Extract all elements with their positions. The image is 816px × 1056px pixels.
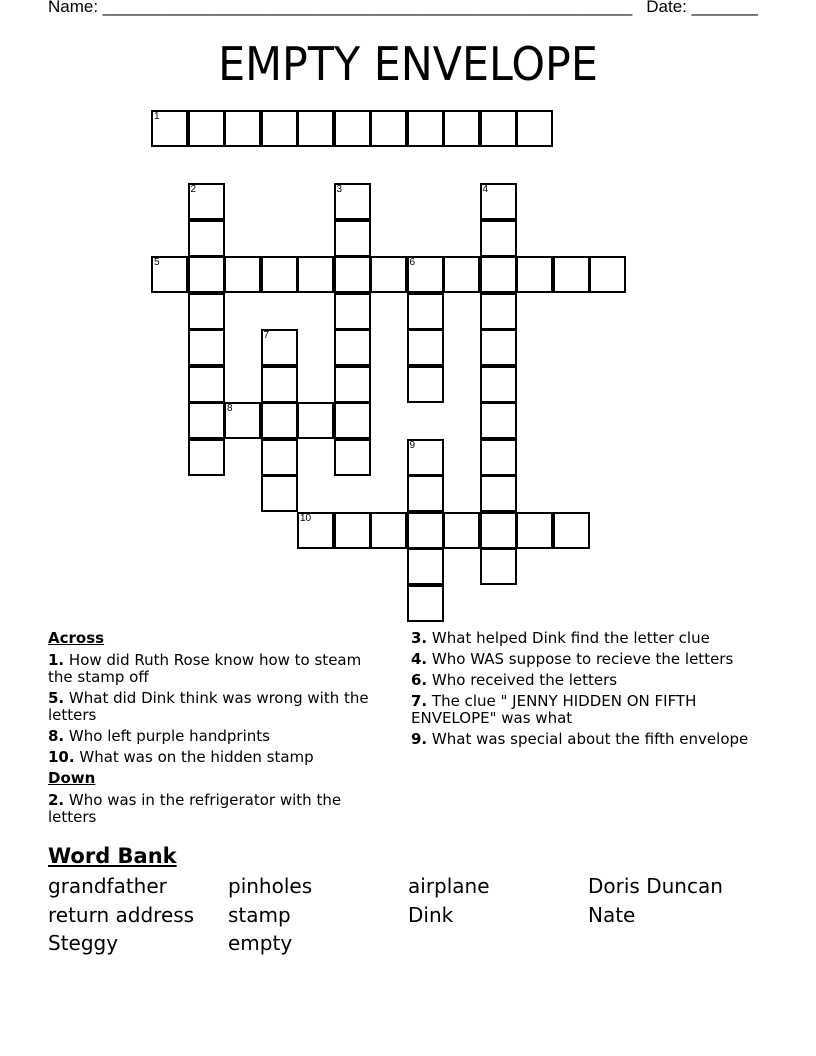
- crossword-cell[interactable]: [480, 293, 517, 330]
- crossword-cell[interactable]: [553, 256, 590, 293]
- crossword-cell[interactable]: [334, 256, 371, 293]
- crossword-cell[interactable]: [188, 220, 225, 257]
- clue-number: 10: [300, 512, 312, 524]
- crossword-cell[interactable]: [297, 512, 334, 549]
- word-bank-item: stamp: [228, 903, 291, 927]
- crossword-cell[interactable]: [188, 439, 225, 476]
- crossword-cell[interactable]: [407, 475, 444, 512]
- crossword-cell[interactable]: [407, 548, 444, 585]
- word-bank-item: airplane: [408, 874, 490, 898]
- crossword-cell[interactable]: [151, 256, 188, 293]
- crossword-cell[interactable]: [407, 512, 444, 549]
- crossword-cell[interactable]: [224, 110, 261, 147]
- crossword-cell[interactable]: [407, 293, 444, 330]
- crossword-cell[interactable]: [188, 110, 225, 147]
- clues-left-column: [48, 630, 388, 830]
- crossword-cell[interactable]: [334, 512, 371, 549]
- clues-right-column: [411, 630, 751, 752]
- clue-number: 2: [190, 184, 197, 195]
- crossword-cell[interactable]: [188, 293, 225, 330]
- crossword-cell[interactable]: [261, 366, 298, 403]
- crossword-cell[interactable]: [261, 256, 298, 293]
- word-bank-item: Dink: [408, 903, 454, 927]
- crossword-cell[interactable]: [443, 110, 480, 147]
- crossword-cell[interactable]: [407, 366, 444, 403]
- crossword-cell[interactable]: [443, 256, 480, 293]
- crossword-cell[interactable]: [553, 512, 590, 549]
- crossword-cell[interactable]: [516, 256, 553, 293]
- crossword-cell[interactable]: [261, 329, 298, 366]
- crossword-cell[interactable]: [297, 402, 334, 439]
- crossword-cell[interactable]: [480, 475, 517, 512]
- crossword-cell[interactable]: [334, 110, 371, 147]
- down-heading: Down: [48, 769, 96, 787]
- crossword-cell[interactable]: [480, 220, 517, 257]
- crossword-cell[interactable]: [297, 256, 334, 293]
- crossword-cell[interactable]: [407, 585, 444, 622]
- clue-across-8: 8. Who left purple handprints: [48, 727, 270, 745]
- clue-number: 3: [336, 184, 343, 195]
- crossword-cell[interactable]: [188, 366, 225, 403]
- crossword-cell[interactable]: [480, 366, 517, 403]
- clue-down-6: 6. Who received the letters: [411, 671, 618, 689]
- crossword-cell[interactable]: [151, 110, 188, 147]
- clue-number: 4: [482, 184, 489, 195]
- clue-down-7: 7. The clue " JENNY HIDDEN ON FIFTH ENVELOPE" was what: [411, 692, 697, 727]
- crossword-cell[interactable]: [407, 256, 444, 293]
- crossword-cell[interactable]: [261, 402, 298, 439]
- crossword-cell[interactable]: [480, 183, 517, 220]
- crossword-cell[interactable]: [188, 183, 225, 220]
- word-bank-item: pinholes: [228, 874, 313, 898]
- name-field[interactable]: Name: ________________________________________________________: [48, 0, 633, 16]
- clue-down-3: 3. What helped Dink find the letter clue: [411, 629, 710, 647]
- crossword-cell[interactable]: [516, 110, 553, 147]
- crossword-cell[interactable]: [407, 110, 444, 147]
- page-title: EMPTY ENVELOPE: [218, 37, 598, 91]
- clue-number: 8: [227, 403, 233, 414]
- clue-across-5: 5. What did Dink think was wrong with the letters: [48, 689, 369, 724]
- crossword-cell[interactable]: [480, 256, 517, 293]
- crossword-cell[interactable]: [224, 402, 261, 439]
- word-bank-title: Word Bank: [48, 844, 177, 868]
- word-bank-item: Nate: [588, 903, 636, 927]
- crossword-cell[interactable]: [480, 402, 517, 439]
- crossword-cell[interactable]: [224, 256, 261, 293]
- crossword-cell[interactable]: [370, 110, 407, 147]
- clue-number: 1: [154, 111, 160, 122]
- crossword-cell[interactable]: [370, 256, 407, 293]
- crossword-cell[interactable]: [443, 512, 480, 549]
- crossword-cell[interactable]: [480, 548, 517, 585]
- clue-number: 5: [154, 257, 160, 268]
- crossword-cell[interactable]: [334, 329, 371, 366]
- crossword-cell[interactable]: [334, 439, 371, 476]
- clue-down-9: 9. What was special about the fifth envelope: [411, 730, 749, 748]
- clue-number: 7: [263, 330, 270, 341]
- crossword-cell[interactable]: [334, 366, 371, 403]
- clue-across-1: 1. How did Ruth Rose know how to steam the stamp off: [48, 651, 362, 686]
- clue-across-10: 10. What was on the hidden stamp: [48, 748, 314, 766]
- crossword-cell[interactable]: [407, 439, 444, 476]
- clue-number: 9: [409, 439, 416, 451]
- clue-number: 6: [409, 257, 416, 268]
- crossword-cell[interactable]: [589, 256, 626, 293]
- date-field[interactable]: Date: _______: [646, 0, 758, 16]
- clue-down-2: 2. Who was in the refrigerator with the letters: [48, 791, 342, 826]
- crossword-cell[interactable]: [480, 110, 517, 147]
- word-bank-item: empty: [228, 931, 293, 955]
- crossword-cell[interactable]: [334, 220, 371, 257]
- crossword-cell[interactable]: [516, 512, 553, 549]
- crossword-cell[interactable]: [261, 475, 298, 512]
- across-heading: Across: [48, 629, 105, 647]
- crossword-cell[interactable]: [334, 183, 371, 220]
- crossword-cell[interactable]: [261, 439, 298, 476]
- word-bank-item: Doris Duncan: [588, 874, 723, 898]
- crossword-cell[interactable]: [334, 293, 371, 330]
- crossword-cell[interactable]: [407, 329, 444, 366]
- crossword-cell[interactable]: [261, 110, 298, 147]
- crossword-cell[interactable]: [480, 439, 517, 476]
- crossword-cell[interactable]: [370, 512, 407, 549]
- crossword-cell[interactable]: [334, 402, 371, 439]
- crossword-cell[interactable]: [480, 329, 517, 366]
- word-bank-item: return address: [48, 903, 195, 927]
- clue-down-4: 4. Who WAS suppose to recieve the letters: [411, 650, 734, 668]
- crossword-cell[interactable]: [188, 402, 225, 439]
- crossword-cell[interactable]: [188, 329, 225, 366]
- word-bank-item: grandfather: [48, 874, 167, 898]
- crossword-cell[interactable]: [480, 512, 517, 549]
- crossword-cell[interactable]: [297, 110, 334, 147]
- word-bank-item: Steggy: [48, 931, 119, 955]
- crossword-cell[interactable]: [188, 256, 225, 293]
